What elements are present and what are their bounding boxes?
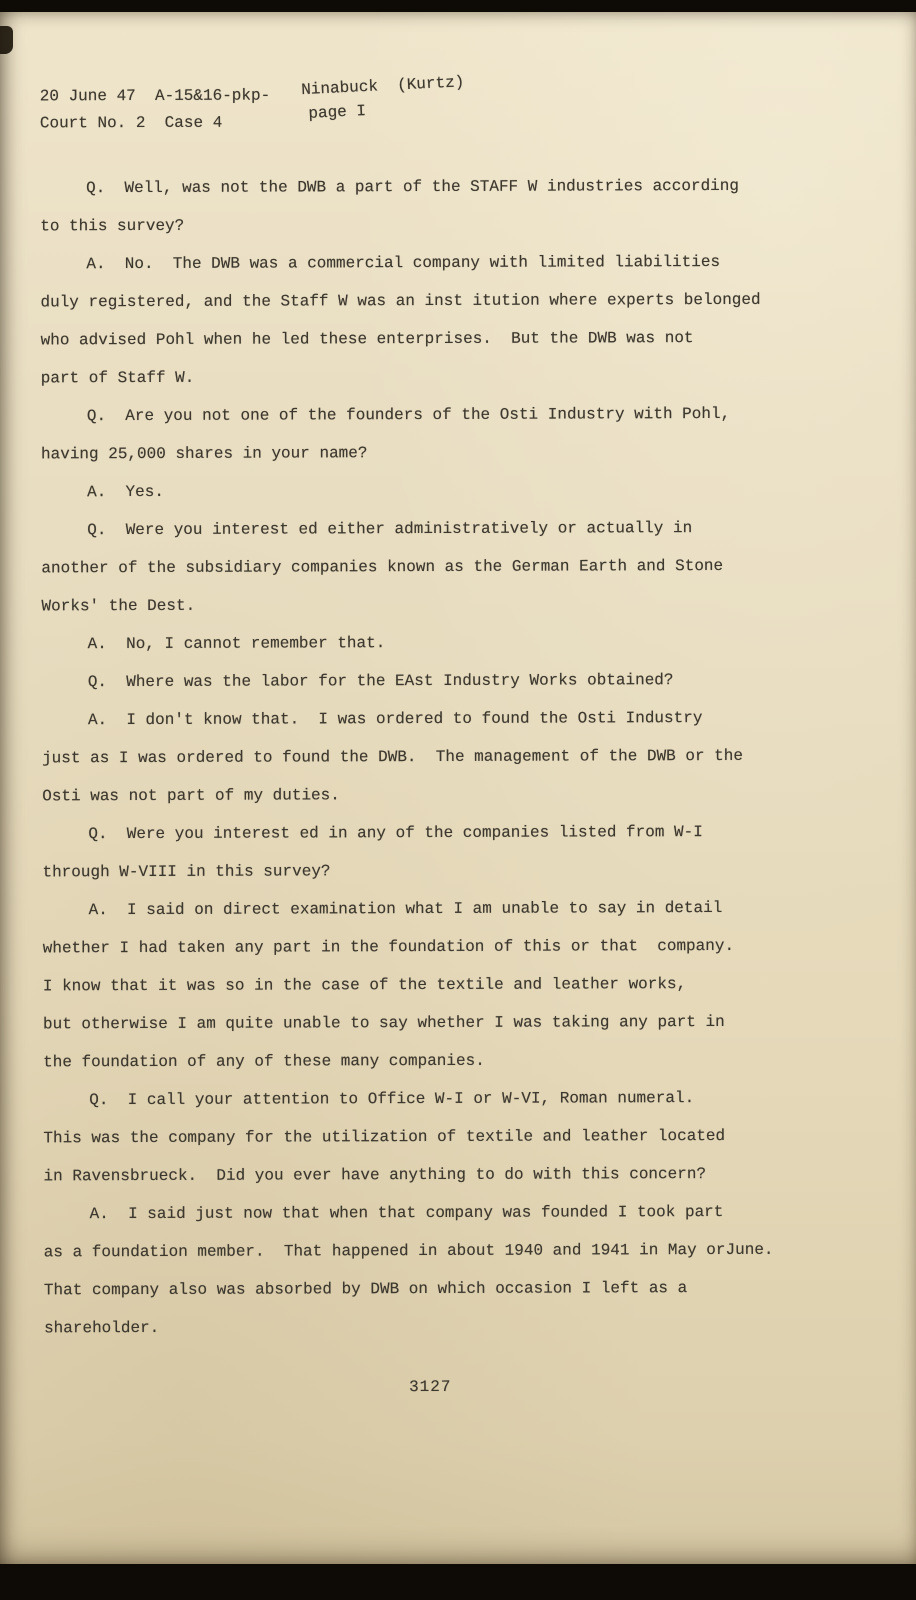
transcript-paragraph: A. I don't know that. I was ordered to found the Osti Industry just as I was ordered to found the DWB. The management of the DWB or the Osti was not part of my duties. [42, 709, 744, 806]
transcript-paragraph: A. I said just now that when that company was founded I took part as a foundation member. That happened in about 1940 and 1941 in May orJune. That company also was absorbed by DWB on which occasion I left as a shareholder. [43, 1202, 774, 1338]
header-date-line: 20 June 47 A-15&16-pkp- [39, 86, 271, 106]
header-court-line: Court No. 2 Case 4 [39, 113, 223, 133]
document-header [39, 73, 812, 164]
transcript-paragraph: A. I said on direct examination what I am unable to say in detail whether I had taken any part in the foundation of this or that company. I know that it was so in the case of the textile and leather works, but otherwise I am quite unable to say whether I was taking any part in the foundation of any of these many companies. [42, 898, 735, 1072]
transcript-paragraph: Q. I call your attention to Office W-I or W-VI, Roman numeral. This was the company for the utilization of textile and leather located in Ravensbrueck. Did you ever have anything to do with this concern? [43, 1089, 726, 1186]
scanned-page [0, 12, 916, 1564]
transcript [40, 167, 816, 1348]
transcript-paragraph: Q. Where was the labor for the EAst Industry Works obtained? [87, 671, 674, 692]
transcript-paragraph: Q. Are you not one of the founders of the Osti Industry with Pohl, having 25,000 shares in your name? [40, 404, 731, 464]
transcript-paragraph: A. No. The DWB was a commercial company with limited liabilities duly registered, and the Staff W was an inst itution where experts belonged who advised Pohl when he led these enterprises. But the DWB was not part of Staff W. [40, 252, 761, 388]
page-number: 3127 [409, 1377, 452, 1397]
header-right-block [301, 70, 466, 126]
header-reporter-line: Ninabuck (Kurtz) [300, 73, 465, 100]
transcript-paragraph: Q. Well, was not the DWB a part of the STAFF W industries according to this survey? [40, 176, 740, 236]
header-page-label: page I [307, 102, 367, 123]
document-content [39, 73, 817, 1398]
transcript-paragraph: A. Yes. [87, 482, 164, 502]
transcript-paragraph: Q. Were you interest ed either administratively or actually in another of the subsidiary companies known as the German Earth and Stone Works' the Dest. [41, 519, 724, 616]
scan-edge-artifact [0, 26, 13, 54]
transcript-paragraph: A. No, I cannot remember that. [87, 634, 386, 654]
transcript-paragraph: Q. Were you interest ed in any of the companies listed from W-I through W-VIII in this survey? [42, 823, 703, 882]
